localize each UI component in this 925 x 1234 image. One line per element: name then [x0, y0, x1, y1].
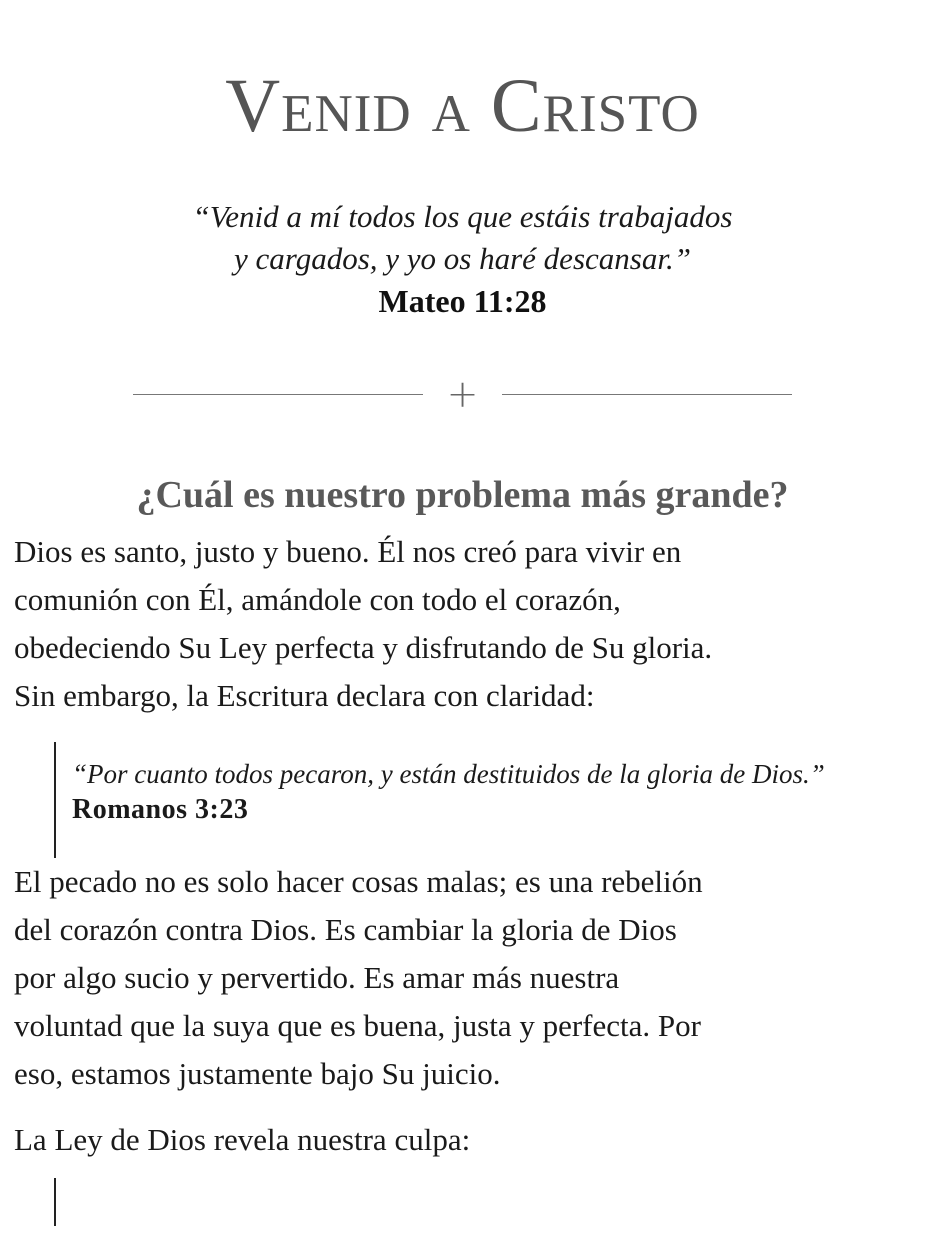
paragraph-2-line: El pecado no es solo hacer cosas malas; es una rebelión: [14, 864, 703, 899]
paragraph-2-line: del corazón contra Dios. Es cambiar la gloria de Dios: [14, 912, 677, 947]
epigraph-reference: Mateo 11:28: [378, 283, 547, 319]
divider-line-left: [133, 394, 423, 395]
paragraph-2-line: eso, estamos justamente bajo Su juicio.: [14, 1056, 501, 1091]
paragraph-1: [14, 528, 911, 720]
section-content: [0, 528, 925, 1226]
scripture-quote-text: “Por cuanto todos pecaron, y están destituidos de la gloria de Dios.”: [72, 759, 825, 789]
paragraph-2: [14, 858, 911, 1098]
paragraph-1-line: Sin embargo, la Escritura declara con claridad:: [14, 678, 595, 713]
divider-line-right: [502, 394, 792, 395]
paragraph-1-line: comunión con Él, amándole con todo el corazón,: [14, 582, 621, 617]
section-heading: ¿Cuál es nuestro problema más grande?: [136, 474, 789, 516]
ornamental-divider: [0, 374, 925, 414]
paragraph-2-line: por algo sucio y pervertido. Es amar más nuestra: [14, 960, 620, 995]
scripture-quote-cutoff: [54, 1178, 911, 1226]
paragraph-2-line: voluntad que la suya que es buena, justa y perfecta. Por: [14, 1008, 701, 1043]
page-title: Venid a Cristo: [225, 64, 700, 148]
paragraph-3: La Ley de Dios revela nuestra culpa:: [14, 1122, 471, 1157]
scripture-quote: [54, 742, 911, 858]
epigraph-line-1: “Venid a mí todos los que estáis trabajados: [192, 199, 733, 234]
paragraph-1-line: Dios es santo, justo y bueno. Él nos creó para vivir en: [14, 534, 682, 569]
cross-icon: +: [446, 372, 479, 416]
epigraph: [0, 196, 925, 322]
paragraph-1-line: obedeciendo Su Ley perfecta y disfrutando de Su gloria.: [14, 630, 713, 665]
epigraph-line-2: y cargados, y yo os haré descansar.”: [234, 241, 691, 276]
scripture-quote-reference: Romanos 3:23: [72, 794, 249, 825]
